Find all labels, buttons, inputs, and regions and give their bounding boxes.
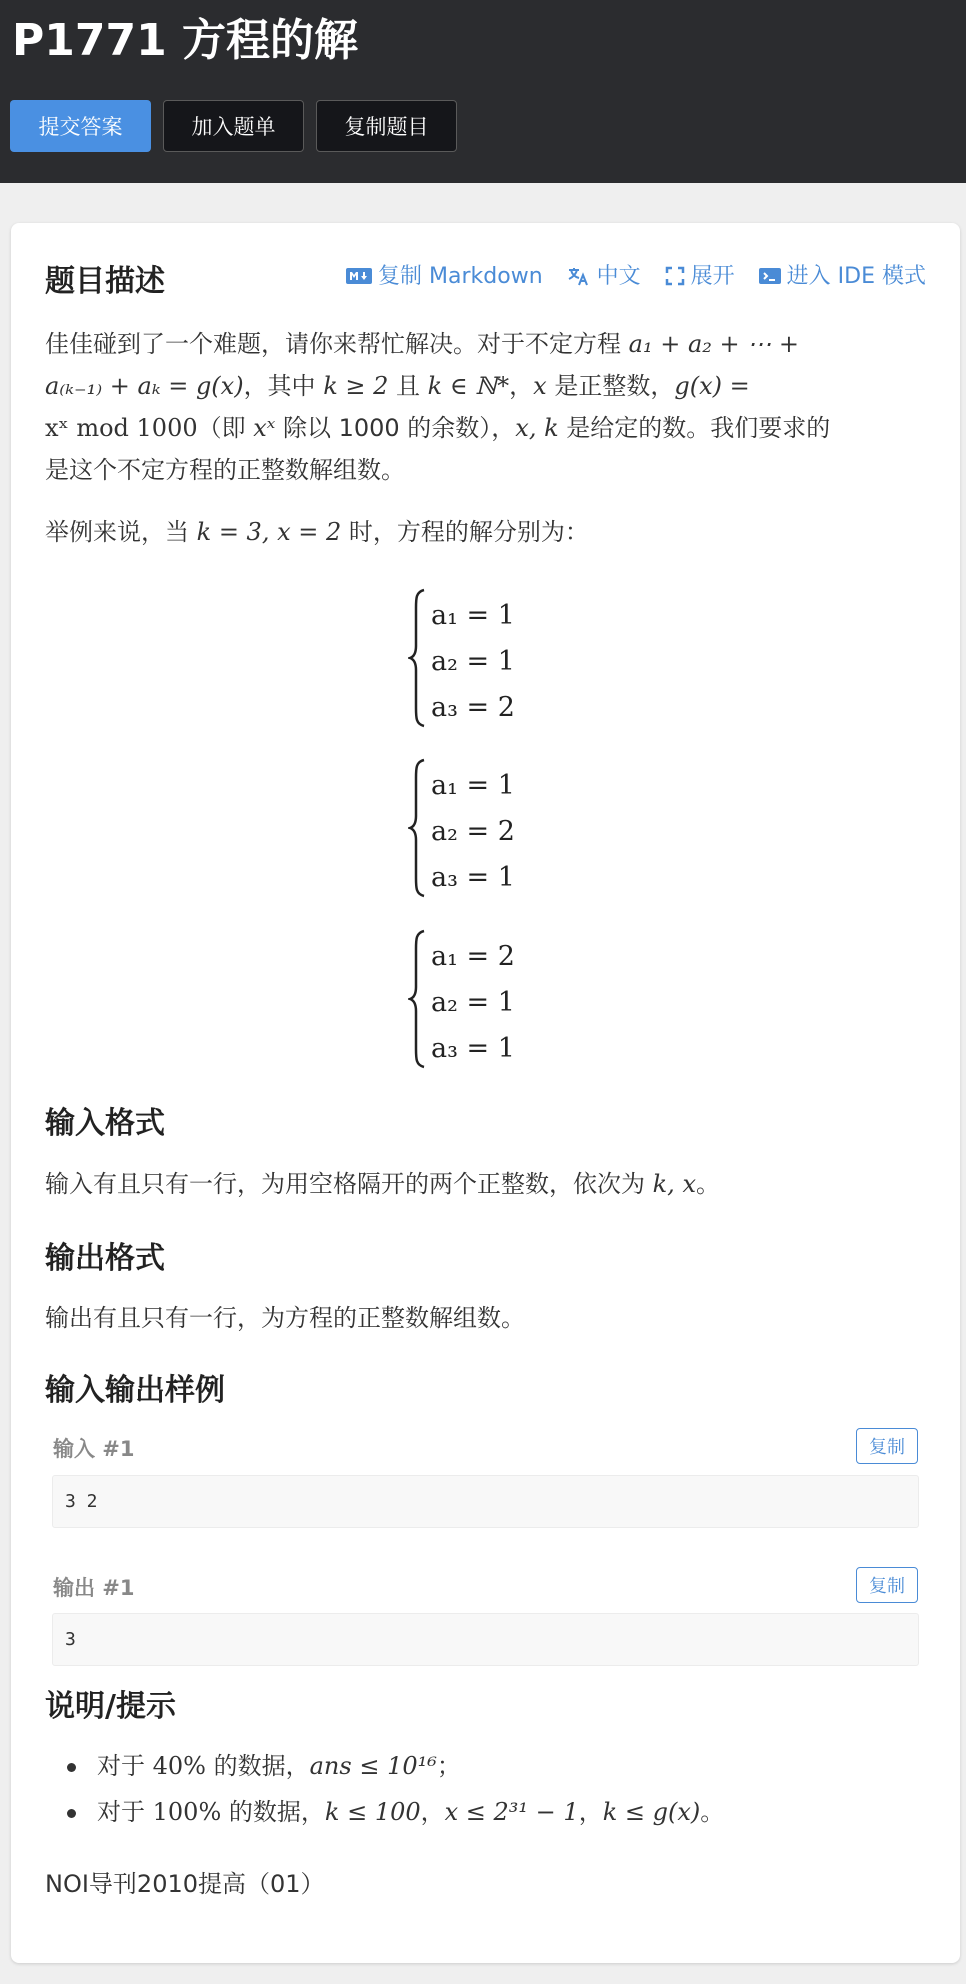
desc-text: 且 <box>388 372 428 400</box>
hints-heading: 说明/提示 <box>45 1689 176 1724</box>
ide-mode-button[interactable] <box>759 259 926 290</box>
hint-text: ； <box>436 1752 461 1780</box>
hint-text: 的数据， <box>221 1798 325 1826</box>
translate-icon <box>567 266 591 284</box>
desc-text: 是正整数， <box>546 372 675 400</box>
equation: a₁ = 2 <box>431 941 515 972</box>
desc-math: k ≥ 2 <box>323 372 389 400</box>
description-paragraph-1 <box>45 323 925 491</box>
hint-math: k ≤ 100 <box>324 1798 421 1826</box>
language-label: 中文 <box>596 264 641 289</box>
ide-mode-label: 进入 IDE 模式 <box>786 264 926 289</box>
desc-math: xˣ mod 1000 <box>45 414 198 442</box>
equation: a₁ = 1 <box>431 770 515 801</box>
equation: a₃ = 1 <box>431 1033 515 1064</box>
equation-system-2 <box>408 758 548 898</box>
hint-text: 的数据， <box>205 1752 310 1780</box>
equation: a₃ = 2 <box>431 692 515 723</box>
hint-text: 对于 <box>97 1798 153 1826</box>
description-paragraph-2 <box>45 511 925 553</box>
output-format-text: 输出有且只有一行，为方程的正整数解组数。 <box>45 1304 525 1332</box>
input-format-math: k, x <box>652 1170 696 1198</box>
equation-system-1 <box>408 588 548 728</box>
sample-input-box[interactable]: 3 2 <box>52 1475 919 1528</box>
equation: a₁ = 1 <box>431 600 515 631</box>
desc-text: （即 <box>197 414 254 442</box>
desc-text: 是这个不定方程的正整数解组数。 <box>45 456 405 484</box>
desc-math: g(x) = <box>674 372 750 400</box>
expand-icon <box>665 266 685 284</box>
hint-math: 100% <box>152 1798 222 1826</box>
sample-section <box>45 1423 926 1663</box>
desc-math: a₍ₖ₋₁₎ + aₖ = g(x) <box>45 372 244 400</box>
copy-markdown-label: 复制 Markdown <box>378 264 543 289</box>
hint-math: 40% <box>152 1752 206 1780</box>
desc-text: ，其中 <box>243 372 324 400</box>
hint-text: 。 <box>700 1798 725 1826</box>
problem-header <box>0 0 966 183</box>
hint-item <box>45 1789 724 1835</box>
desc-math: x <box>533 372 547 400</box>
desc-math: xˣ <box>253 414 276 442</box>
desc-math: k ∈ ℕ* <box>427 372 510 400</box>
expand-label: 展开 <box>690 264 735 289</box>
hint-text: 对于 <box>97 1752 153 1780</box>
description-header <box>45 223 926 313</box>
header-actions <box>10 100 457 152</box>
copy-problem-button[interactable]: 复制题目 <box>316 100 457 152</box>
samples-heading: 输入输出样例 <box>45 1373 225 1408</box>
sample-output-box[interactable]: 3 <box>52 1613 919 1666</box>
desc-math: x, k <box>515 414 559 442</box>
language-button[interactable] <box>567 259 641 290</box>
desc-text: 是给定的数。我们要求的 <box>558 414 831 442</box>
hint-text: ， <box>420 1798 445 1826</box>
input-format-heading: 输入格式 <box>45 1106 165 1141</box>
hint-text: ， <box>578 1798 603 1826</box>
problem-toolbar <box>346 259 926 290</box>
input-format-desc: 输入有且只有一行，为用空格隔开的两个正整数，依次为 <box>45 1170 653 1198</box>
hint-item <box>45 1743 724 1789</box>
equation-system-3 <box>408 929 548 1069</box>
sample-output-label: 输出 #1 <box>53 1576 135 1600</box>
terminal-icon <box>759 266 781 284</box>
problem-card <box>11 223 960 1963</box>
problem-source: NOI导刊2010提高（01） <box>45 1870 325 1898</box>
hint-math: ans ≤ 10¹⁶ <box>309 1752 437 1780</box>
hint-math: x ≤ 2³¹ − 1 <box>444 1798 579 1826</box>
desc-text: 除以 1000 的余数）， <box>275 414 516 442</box>
copy-output-button[interactable]: 复制 <box>856 1567 918 1603</box>
desc-text: 时，方程的解分别为： <box>341 518 589 546</box>
equation: a₃ = 1 <box>431 862 515 893</box>
desc-text: ， <box>509 372 534 400</box>
hint-math: k ≤ g(x) <box>602 1798 701 1826</box>
submit-answer-button[interactable]: 提交答案 <box>10 100 151 152</box>
hints-list <box>45 1743 724 1835</box>
problem-title: P1771 方程的解 <box>12 15 359 66</box>
desc-text: 佳佳碰到了一个难题，请你来帮忙解决。对于不定方程 <box>45 330 629 358</box>
equation: a₂ = 1 <box>431 987 515 1018</box>
input-format-desc: 。 <box>695 1170 720 1198</box>
copy-input-button[interactable]: 复制 <box>856 1428 918 1464</box>
expand-button[interactable] <box>665 259 735 290</box>
equation: a₂ = 2 <box>431 816 515 847</box>
output-format-heading: 输出格式 <box>45 1241 165 1276</box>
desc-math: a₁ + a₂ + ⋯ + <box>628 330 799 358</box>
desc-math: k = 3, x = 2 <box>196 518 342 546</box>
copy-markdown-button[interactable] <box>346 259 543 290</box>
equation: a₂ = 1 <box>431 646 515 677</box>
sample-input-label: 输入 #1 <box>53 1437 135 1461</box>
description-body <box>45 323 925 553</box>
input-format-text <box>45 1163 720 1205</box>
desc-text: 举例来说，当 <box>45 518 197 546</box>
description-heading: 题目描述 <box>45 264 165 299</box>
add-to-list-button[interactable]: 加入题单 <box>163 100 304 152</box>
markdown-icon <box>346 266 372 284</box>
